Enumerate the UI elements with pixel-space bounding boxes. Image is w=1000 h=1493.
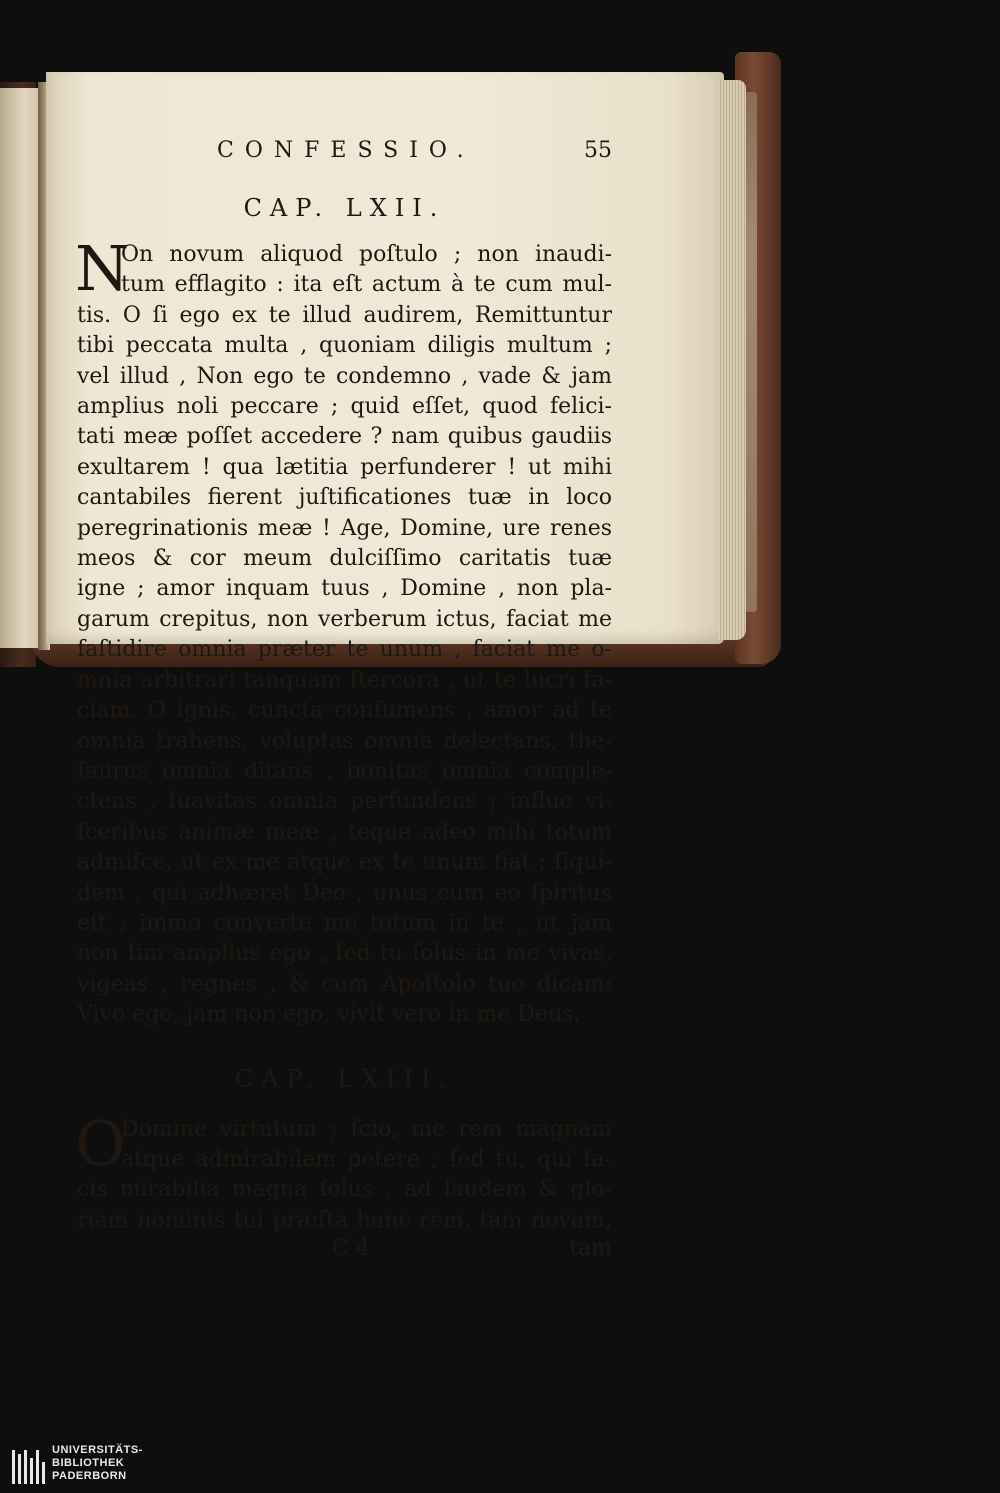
text-line: admiſce, ut ex me atque ex te unum fiat ; ſiqui- bbox=[77, 850, 612, 876]
text-line: meos & cor meum dulciſſimo caritatis tuæ bbox=[77, 546, 612, 572]
text-line: faſtidire omnia præter te unum , faciat me o- bbox=[77, 637, 612, 663]
drop-cap-n: N bbox=[75, 232, 130, 305]
logo-line-2: BIBLIOTHEK bbox=[52, 1457, 125, 1469]
page-text bbox=[77, 138, 612, 1266]
drop-cap-o: O bbox=[75, 1106, 126, 1180]
page-number: 55 bbox=[584, 138, 612, 163]
text-line: tis. O ſi ego ex te illud audirem, Remittuntur bbox=[77, 302, 612, 328]
text-line: peregrinationis meæ ! Age, Domine, ure renes bbox=[77, 515, 612, 541]
text-line: vel illud , Non ego te condemno , vade & jam bbox=[77, 363, 612, 389]
running-head bbox=[77, 138, 612, 174]
text-line: dem , qui adhæret Deo , unus cum eo ſpiritus bbox=[77, 880, 612, 906]
text-line: ſaurus omnia ditans , bonitas omnia comple- bbox=[77, 758, 612, 784]
text-line: tibi peccata multa , quoniam diligis multum ; bbox=[77, 333, 612, 359]
text-line: vigeas , regnes , & cum Apoſtolo tuo dicam: bbox=[77, 971, 612, 997]
catch-row bbox=[77, 1236, 612, 1266]
text-line: eſt ; immo converte me totum in te , ut jam bbox=[77, 910, 612, 936]
text-line: ſceribus animæ meæ , teque adeo mihi totum bbox=[77, 819, 612, 845]
chapter-62-text bbox=[75, 232, 612, 1031]
logo-line-3: PADERBORN bbox=[52, 1470, 127, 1482]
footer-bar bbox=[0, 1442, 1000, 1493]
text-line: garum crepitus, non verberum ictus, faciat me bbox=[77, 606, 612, 632]
text-line: On novum aliquod poſtulo ; non inaudi- bbox=[121, 242, 612, 267]
text-line: omnia trahens, voluptas omnia delectans, the- bbox=[77, 728, 612, 754]
chapter-heading-63: CAP. LXIII. bbox=[234, 1064, 455, 1093]
text-line: tati meæ poſſet accedere ? nam quibus gaudiis bbox=[77, 424, 612, 450]
library-logo-text bbox=[52, 1444, 143, 1483]
running-title: CONFESSIO. bbox=[217, 138, 475, 163]
text-line: Domine virtutum ; ſcio, me rem magnam bbox=[121, 1116, 612, 1142]
page-edges bbox=[718, 80, 746, 640]
text-line: amplius noli peccare ; quid eſſet, quod felici- bbox=[77, 394, 612, 420]
logo-line-1: UNIVERSITÄTS- bbox=[52, 1444, 143, 1456]
signature-mark: C 4 bbox=[332, 1236, 370, 1262]
text-line: cis mirabilia magna ſolus , ad laudem & glo- bbox=[77, 1177, 612, 1203]
text-line: mnia arbitrari tanquam ſtercora , ut te lucri fa- bbox=[77, 667, 612, 693]
text-line: riam nominis tui præſta hanc rem, tam novam, bbox=[77, 1207, 612, 1233]
text-line: Vivo ego, jam non ego, vivit vero in me Deus. bbox=[77, 1002, 581, 1028]
library-logo-icon bbox=[12, 1448, 46, 1486]
text-line: exultarem ! qua lætitia perfunderer ! ut mihi bbox=[77, 454, 612, 480]
text-line: cantabiles fierent juſtificationes tuæ in loco bbox=[77, 485, 612, 511]
text-line: ciam. O ignis, cuncta conſumens , amor ad te bbox=[77, 698, 612, 724]
chapter-heading-62: CAP. LXII. bbox=[243, 194, 446, 222]
catchword: tam bbox=[569, 1236, 612, 1262]
text-line: atque admirabilem petere ; ſed tu, qui fa- bbox=[121, 1146, 612, 1172]
text-line: tum efflagito : ita eſt actum à te cum mul- bbox=[121, 272, 612, 298]
text-line: non ſim amplius ego , ſed tu ſolus in me vivas, bbox=[77, 941, 612, 967]
chapter-63-text bbox=[75, 1106, 612, 1237]
text-line: igne ; amor inquam tuus , Domine , non pla- bbox=[77, 576, 612, 602]
text-line: ctens , ſuavitas omnia perfundens ; influe vi- bbox=[77, 789, 612, 815]
